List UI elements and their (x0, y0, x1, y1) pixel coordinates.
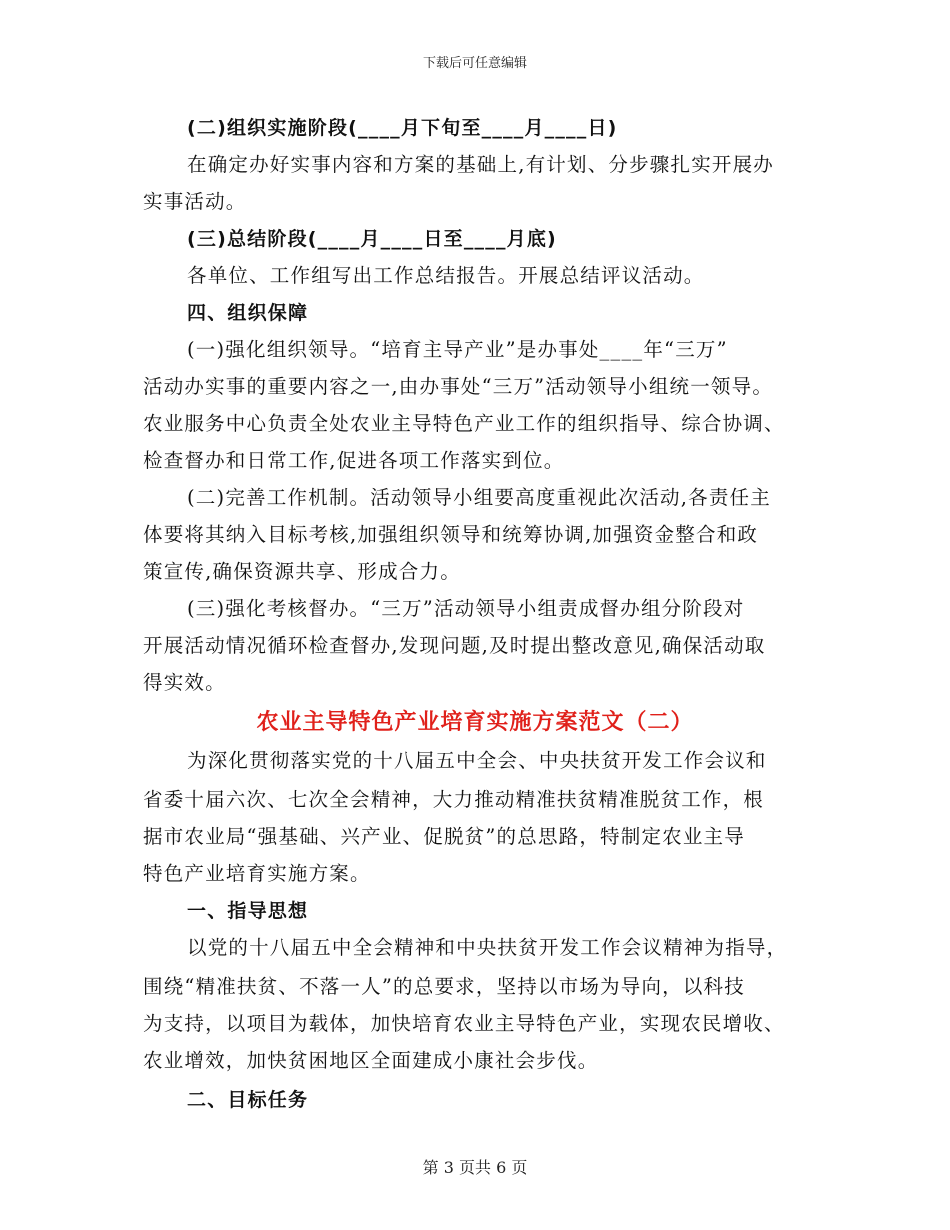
heading-summary-stage: (三)总结阶段(____月____日至____月底) (187, 228, 557, 250)
paragraph-line: 活动办实事的重要内容之一,由办事处“三万”活动领导小组统一领导。 (143, 375, 774, 398)
heading-guiding-ideology: 一、指导思想 (187, 900, 309, 922)
paragraph-line: 开展活动情况循环检查督办,发现问题,及时提出整改意见,确保活动取 (143, 634, 766, 657)
paragraph-line: 各单位、工作组写出工作总结报告。开展总结评议活动。 (187, 264, 705, 287)
heading-target-tasks: 二、目标任务 (187, 1089, 309, 1111)
paragraph-line: 检查督办和日常工作,促进各项工作落实到位。 (143, 449, 565, 472)
paragraph-line: 农业增效，加快贫困地区全面建成小康社会步伐。 (143, 1049, 599, 1072)
paragraph-line: 农业服务中心负责全处农业主导特色产业工作的组织指导、综合协调、 (143, 412, 785, 435)
paragraph-line: 体要将其纳入目标考核,加强组织领导和统筹协调,加强资金整合和政 (143, 523, 759, 546)
paragraph-line: 实事活动。 (143, 190, 247, 213)
paragraph-line: 围绕“精准扶贫、不落一人”的总要求，坚持以市场为导向，以科技 (143, 975, 745, 998)
document-title: 农业主导特色产业培育实施方案范文（二） (256, 710, 694, 735)
page-header: 下载后可任意编辑 (422, 56, 527, 71)
paragraph-line: 省委十届六次、七次全会精神，大力推动精准扶贫精准脱贫工作，根 (143, 788, 765, 811)
paragraph-line: 在确定办好实事内容和方案的基础上,有计划、分步骤扎实开展办 (187, 153, 774, 176)
paragraph-line: 为支持，以项目为载体，加快培育农业主导特色产业，实现农民增收、 (143, 1012, 785, 1035)
heading-implementation-stage: (二)组织实施阶段(____月下旬至____月____日) (187, 117, 618, 139)
paragraph-line: 以党的十八届五中全会精神和中央扶贫开发工作会议精神为指导， (187, 936, 788, 959)
paragraph-line: (一)强化组织领导。“培育主导产业”是办事处____年“三万” (187, 338, 728, 361)
paragraph-line: 得实效。 (143, 671, 226, 694)
heading-organization-guarantee: 四、组织保障 (187, 302, 309, 324)
page-footer: 第 3 页共 6 页 (422, 1158, 528, 1177)
paragraph-line: (二)完善工作机制。活动领导小组要高度重视此次活动,各责任主 (187, 486, 771, 509)
paragraph-line: 策宣传,确保资源共享、形成合力。 (143, 560, 461, 583)
paragraph-line: 据市农业局“强基础、兴产业、促脱贫”的总思路，特制定农业主导 (143, 825, 745, 848)
paragraph-line: 特色产业培育实施方案。 (143, 862, 371, 885)
paragraph-line: (三)强化考核督办。“三万”活动领导小组责成督办组分阶段对 (187, 597, 745, 620)
paragraph-line: 为深化贯彻落实党的十八届五中全会、中央扶贫开发工作会议和 (187, 749, 767, 772)
